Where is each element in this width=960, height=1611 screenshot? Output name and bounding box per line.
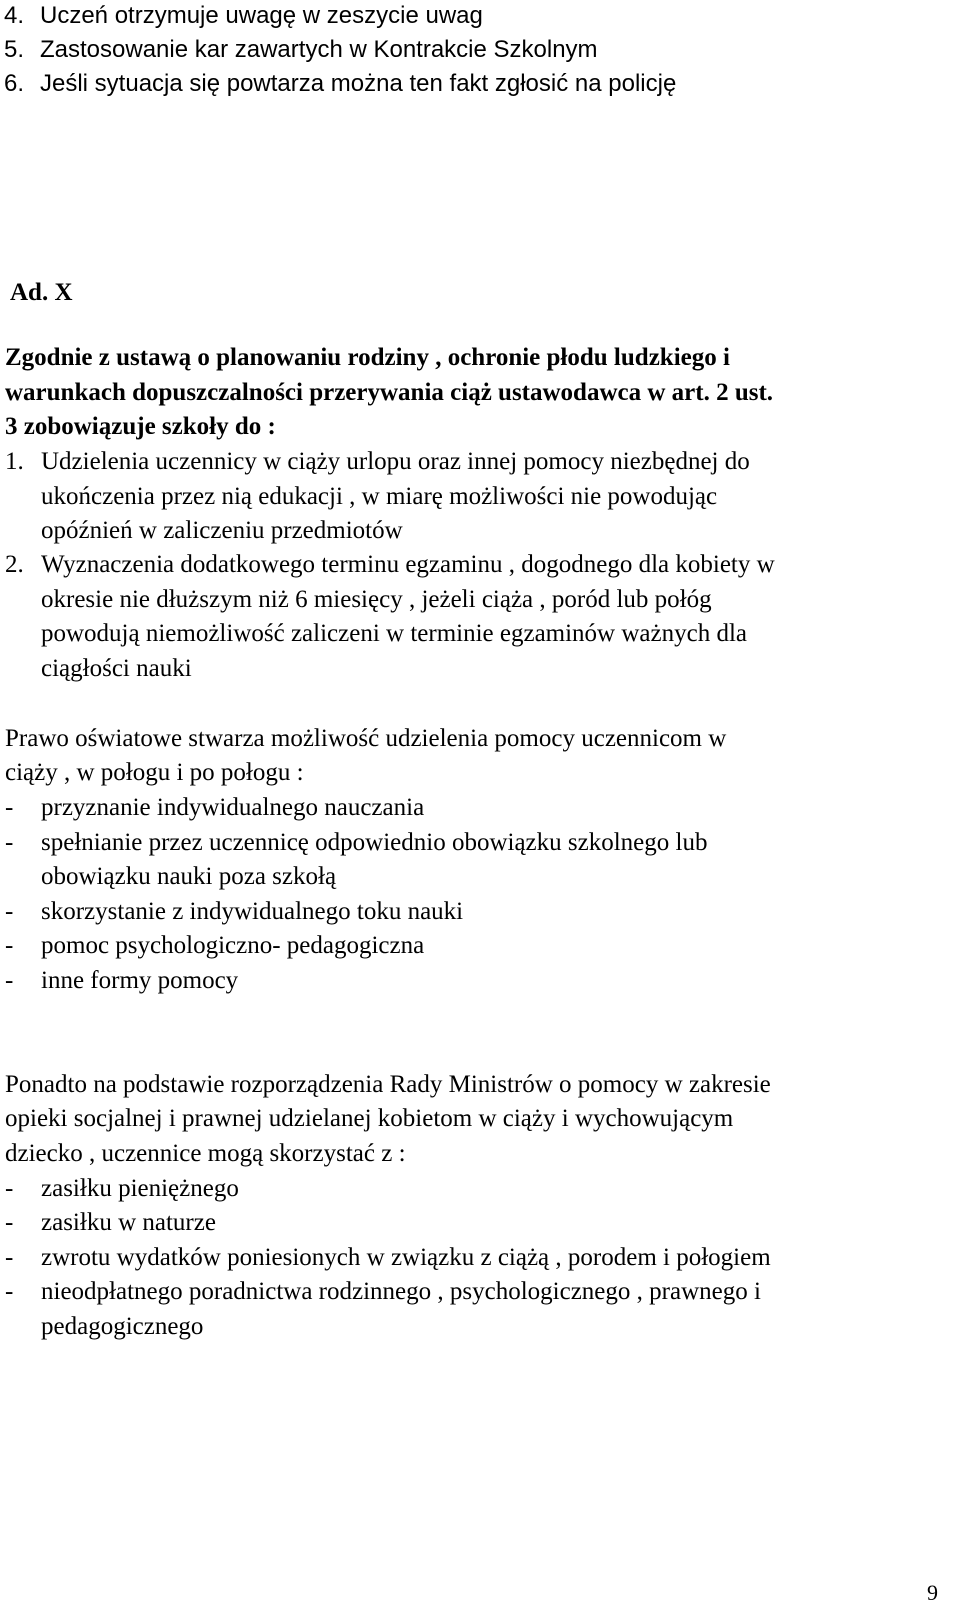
paragraph-line: Ponadto na podstawie rozporządzenia Rady Ministrów o pomocy w zakresie xyxy=(5,1071,771,1098)
dash-bullet: - xyxy=(5,967,14,994)
dash-list-item xyxy=(5,933,424,958)
dash-list-item xyxy=(5,899,463,924)
intro-line: 3 zobowiązuje szkoły do : xyxy=(5,413,276,440)
item-text: ciągłości nauki xyxy=(41,655,192,682)
section-heading: Ad. X xyxy=(10,279,73,306)
dash-item-text: zasiłku w naturze xyxy=(41,1209,216,1236)
dash-item-text: inne formy pomocy xyxy=(41,967,239,994)
item-text: powodują niemożliwość zaliczeni w terminie egzaminów ważnych dla xyxy=(41,620,747,647)
item-text: okresie nie dłuższym niż 6 miesięcy , jeżeli ciąża , poród lub połóg xyxy=(41,586,712,613)
paragraph-line: dziecko , uczennice mogą skorzystać z : xyxy=(5,1140,406,1167)
dash-item-text: nieodpłatnego poradnictwa rodzinnego , psychologicznego , prawnego i xyxy=(41,1278,761,1305)
dash-item-text: spełnianie przez uczennicę odpowiednio obowiązku szkolnego lub xyxy=(41,829,708,856)
dash-list-item xyxy=(5,795,424,820)
dash-item-text: zwrotu wydatków poniesionych w związku z ciążą , porodem i połogiem xyxy=(41,1244,771,1271)
intro-line: warunkach dopuszczalności przerywania ciąż ustawodawca w art. 2 ust. xyxy=(5,379,774,406)
dash-list-item xyxy=(5,1176,239,1201)
item-text: opóźnień w zaliczeniu przedmiotów xyxy=(41,517,403,544)
dash-list-item xyxy=(5,1279,761,1304)
dash-list-item xyxy=(5,830,707,855)
intro-line: Zgodnie z ustawą o planowaniu rodziny , ochronie płodu ludzkiego i xyxy=(5,344,730,371)
list-item xyxy=(4,4,483,28)
dash-item-text: przyznanie indywidualnego nauczania xyxy=(41,794,425,821)
numbered-item-2 xyxy=(5,552,775,577)
dash-bullet: - xyxy=(5,794,14,821)
dash-bullet: - xyxy=(5,1244,14,1271)
dash-item-text: zasiłku pieniężnego xyxy=(41,1175,239,1202)
list-text: Zastosowanie kar zawartych w Kontrakcie Szkolnym xyxy=(40,36,598,63)
dash-bullet: - xyxy=(5,1209,14,1236)
dash-bullet: - xyxy=(5,829,14,856)
paragraph-line: opieki socjalnej i prawnej udzielanej kobietom w ciąży i wychowującym xyxy=(5,1105,734,1132)
dash-item-text: pedagogicznego xyxy=(41,1313,204,1340)
list-text: Jeśli sytuacja się powtarza można ten fakt zgłosić na policję xyxy=(40,70,677,97)
dash-list-item xyxy=(5,968,238,993)
list-item xyxy=(4,38,598,62)
item-number: 1. xyxy=(5,448,24,475)
page-number: 9 xyxy=(927,1580,938,1605)
dash-item-text: pomoc psychologiczno- pedagogiczna xyxy=(41,932,425,959)
item-text: Udzielenia uczennicy w ciąży urlopu oraz innej pomocy niezbędnej do xyxy=(41,448,750,475)
dash-bullet: - xyxy=(5,1175,14,1202)
list-text: Uczeń otrzymuje uwagę w zeszycie uwag xyxy=(40,2,483,29)
list-number: 5. xyxy=(4,36,25,63)
paragraph-line: ciąży , w połogu i po połogu : xyxy=(5,759,304,786)
item-text: Wyznaczenia dodatkowego terminu egzaminu , dogodnego dla kobiety w xyxy=(41,551,775,578)
dash-bullet: - xyxy=(5,932,14,959)
item-text: ukończenia przez nią edukacji , w miarę możliwości nie powodując xyxy=(41,483,718,510)
dash-item-text: obowiązku nauki poza szkołą xyxy=(41,863,337,890)
dash-item-text: skorzystanie z indywidualnego toku nauki xyxy=(41,898,464,925)
paragraph-line: Prawo oświatowe stwarza możliwość udzielenia pomocy uczennicom w xyxy=(5,725,727,752)
item-number: 2. xyxy=(5,551,24,578)
list-number: 4. xyxy=(4,2,25,29)
numbered-item-1 xyxy=(5,449,750,474)
dash-list-item xyxy=(5,1210,216,1235)
dash-bullet: - xyxy=(5,1278,14,1305)
dash-bullet: - xyxy=(5,898,14,925)
list-item xyxy=(4,72,676,96)
list-number: 6. xyxy=(4,70,25,97)
dash-list-item xyxy=(5,1245,771,1270)
